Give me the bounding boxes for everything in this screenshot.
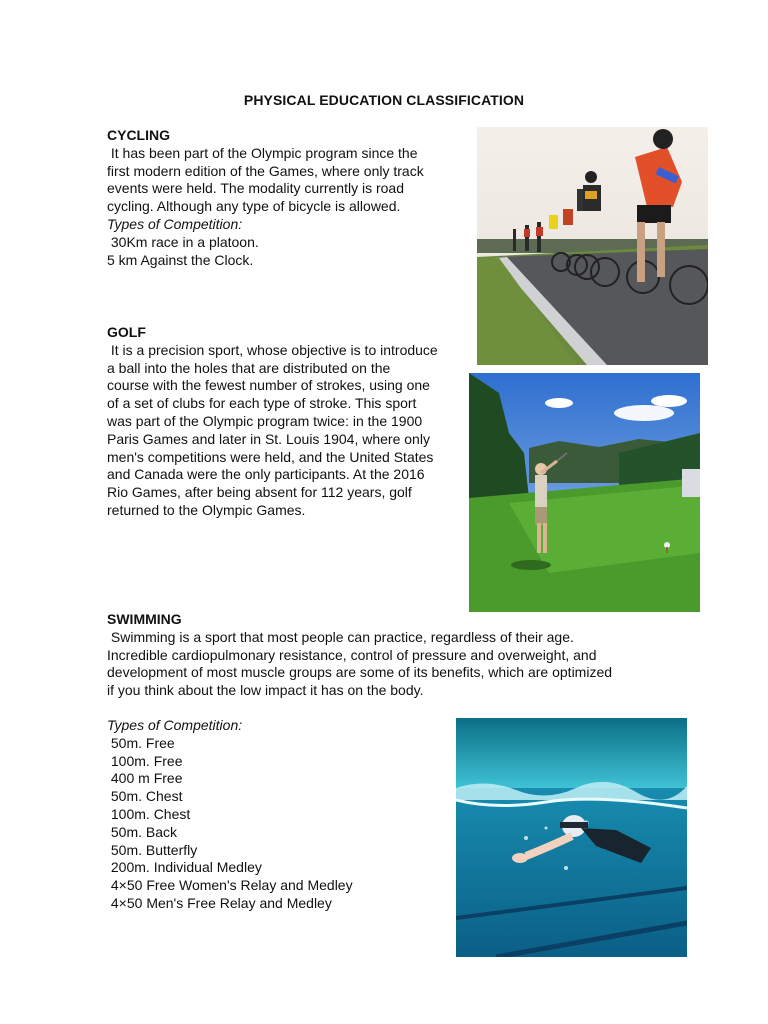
swimming-competition-item: 50m. Back xyxy=(107,823,178,840)
swimming-competition-item: 50m. Chest xyxy=(107,788,183,805)
swimming-paragraph xyxy=(107,629,612,700)
golf-line: It is a precision sport, whose objective is to introduce xyxy=(107,341,438,358)
cycling-heading: CYCLING xyxy=(107,127,170,143)
cycling-competition-label: Types of Competition: xyxy=(107,215,243,232)
golf-line: of a set of clubs for each type of stroke. This sport xyxy=(107,395,417,412)
spacer xyxy=(107,700,612,717)
swimming-line: if you think about the low impact it has on the body. xyxy=(107,682,424,699)
swimming-competition-item: 4×50 Free Women's Relay and Medley xyxy=(107,877,353,894)
cycling-section xyxy=(107,127,424,269)
swimming-line: development of most muscle groups are some of its benefits, which are optimized xyxy=(107,664,613,681)
golf-photo xyxy=(469,373,700,612)
golf-paragraph xyxy=(107,342,438,520)
swimming-competition-item: 4×50 Men's Free Relay and Medley xyxy=(107,894,332,911)
page-title: PHYSICAL EDUCATION CLASSIFICATION xyxy=(243,92,525,108)
cycling-paragraph xyxy=(107,145,424,216)
golf-line: Paris Games and later in St. Louis 1904, where only xyxy=(107,430,430,447)
golf-line: was part of the Olympic program twice: in the 1900 xyxy=(107,412,423,429)
golf-line: a ball into the holes that are distributed on the xyxy=(107,359,391,376)
golf-section xyxy=(107,324,438,520)
golf-line: men's competitions were held, and the United States xyxy=(107,448,434,465)
swimming-line: Swimming is a sport that most people can practice, regardless of their age. xyxy=(107,628,574,645)
golf-line: and Canada were the only participants. At the 2016 xyxy=(107,466,425,483)
cycling-line: first modern edition of the Games, where only track xyxy=(107,162,424,179)
swimming-competition-item: 400 m Free xyxy=(107,770,183,787)
swimming-competition-item: 200m. Individual Medley xyxy=(107,859,262,876)
swimming-competition-item: 100m. Free xyxy=(107,752,183,769)
cycling-photo xyxy=(477,127,708,365)
swimming-competition-item: 50m. Free xyxy=(107,734,175,751)
cycling-line: events were held. The modality currently is road xyxy=(107,180,404,197)
cycling-line: cycling. Although any type of bicycle is allowed. xyxy=(107,198,401,215)
cycling-competition-item: 30Km race in a platoon. xyxy=(107,233,259,250)
swimming-photo xyxy=(456,718,687,957)
swimming-heading: SWIMMING xyxy=(107,611,182,627)
golf-heading: GOLF xyxy=(107,324,146,340)
swimming-competition-item: 50m. Butterfly xyxy=(107,841,198,858)
swimming-line: Incredible cardiopulmonary resistance, control of pressure and overweight, and xyxy=(107,646,597,663)
swimming-competition-item: 100m. Chest xyxy=(107,805,191,822)
golf-line: course with the fewest number of strokes, using one xyxy=(107,377,430,394)
swimming-competition-label: Types of Competition: xyxy=(107,716,243,733)
golf-line: returned to the Olympic Games. xyxy=(107,501,306,518)
cycling-line: It has been part of the Olympic program since the xyxy=(107,144,418,161)
cycling-competition-item: 5 km Against the Clock. xyxy=(107,251,254,268)
golf-line: Rio Games, after being absent for 112 years, golf xyxy=(107,484,412,501)
